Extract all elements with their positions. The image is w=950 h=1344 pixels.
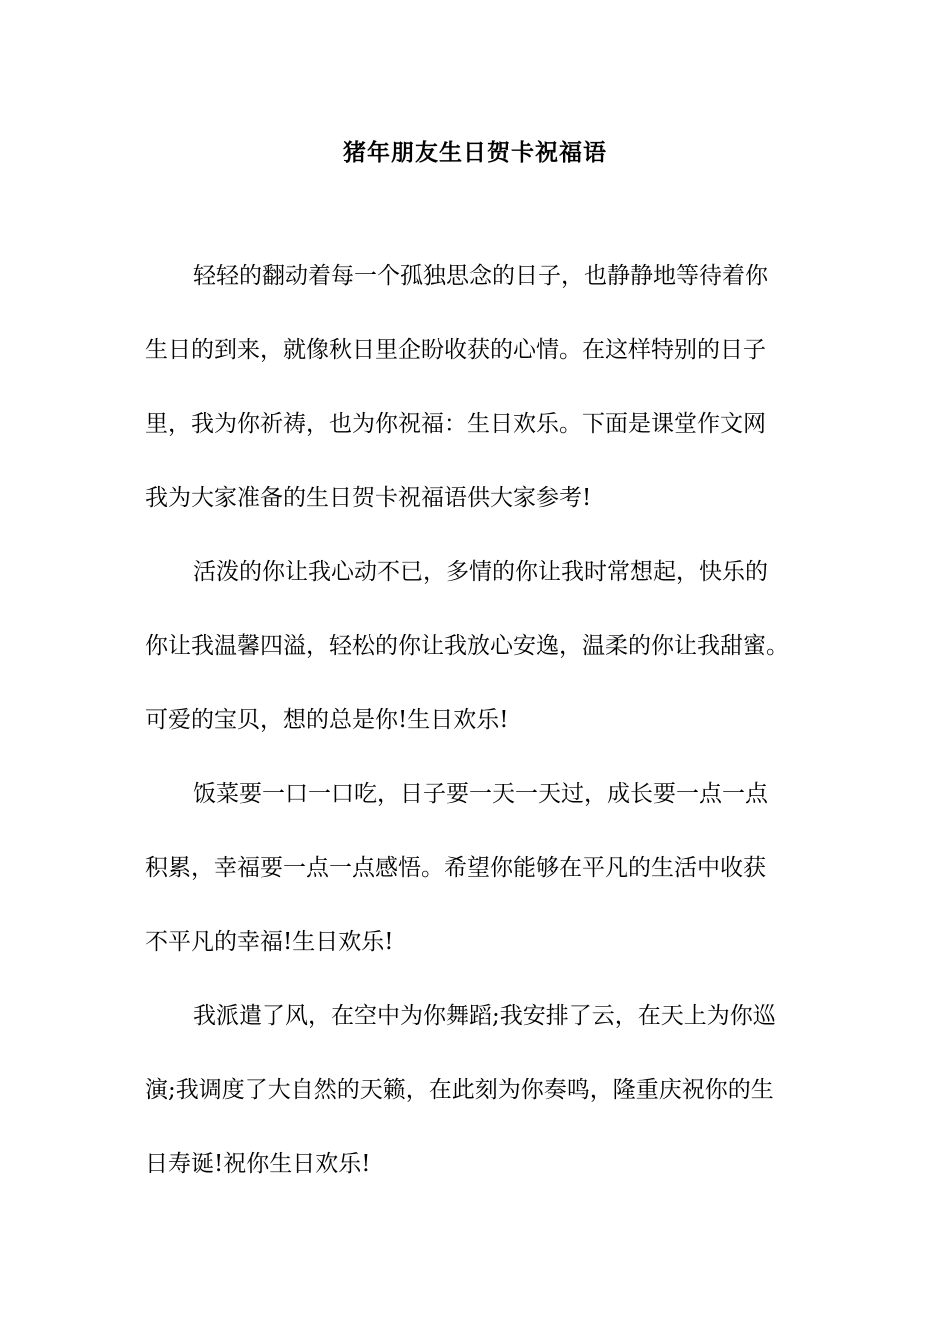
paragraph-1 (145, 256, 810, 552)
text-line: 我为大家准备的生日贺卡祝福语供大家参考! (145, 485, 592, 511)
text-line: 轻轻的翻动着每一个孤独思念的日子，也静静地等待着你 (193, 263, 768, 289)
paragraph-2 (145, 552, 810, 774)
text-line: 演;我调度了大自然的天籁，在此刻为你奏鸣，隆重庆祝你的生 (145, 1077, 774, 1103)
text-line: 里，我为你祈祷，也为你祝福：生日欢乐。下面是课堂作文网 (145, 411, 766, 437)
text-line: 生日的到来，就像秋日里企盼收获的心情。在这样特别的日子 (145, 337, 766, 363)
text-line: 积累，幸福要一点一点感悟。希望你能够在平凡的生活中收获 (145, 855, 766, 881)
document-title: 猪年朋友生日贺卡祝福语 (343, 139, 607, 166)
paragraph-3 (145, 774, 810, 996)
text-line: 日寿诞!祝你生日欢乐! (145, 1151, 371, 1177)
text-line: 活泼的你让我心动不已，多情的你让我时常想起，快乐的 (193, 559, 768, 585)
text-line: 饭菜要一口一口吃，日子要一天一天过，成长要一点一点 (193, 781, 768, 807)
text-line: 你让我温馨四溢，轻松的你让我放心安逸，温柔的你让我甜蜜。 (145, 633, 789, 659)
document-body (145, 256, 810, 1218)
paragraph-4 (145, 996, 810, 1218)
text-line: 不平凡的幸福!生日欢乐! (145, 929, 394, 955)
text-line: 可爱的宝贝，想的总是你!生日欢乐! (145, 707, 509, 733)
text-line: 我派遣了风，在空中为你舞蹈;我安排了云，在天上为你巡 (193, 1003, 776, 1029)
